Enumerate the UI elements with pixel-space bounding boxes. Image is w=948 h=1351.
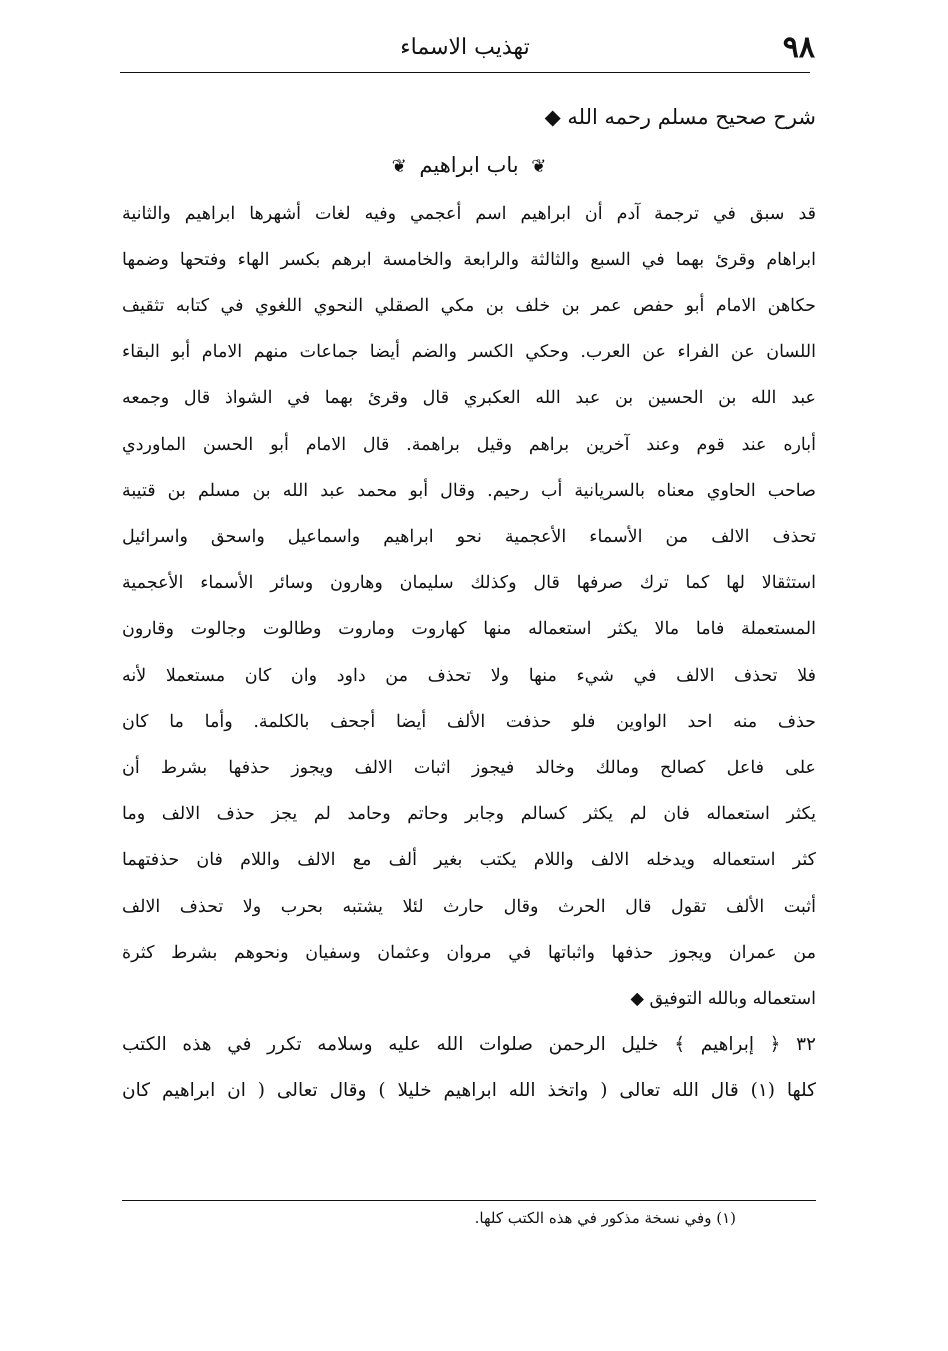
text-line: قد سبق في ترجمة آدم أن ابراهيم اسم أعجمي وفيه لغات أشهرها ابراهيم والثانية bbox=[122, 203, 816, 224]
footnote: (١) وفي نسخة مذكور في هذه الكتب كلها. bbox=[474, 1209, 736, 1227]
text-line: من عمران ويجوز حذفها واثباتها في مروان وعثمان وسفيان ونحوهم بشرط كثرة bbox=[122, 942, 816, 963]
text-line: استثقالا لها كما ترك صرفها قال وكذلك سليمان وهارون وسائر الأسماء الأعجمية bbox=[122, 573, 816, 594]
text-line: صاحب الحاوي معناه بالسريانية أب رحيم. وقال أبو محمد عبد الله بن مسلم بن قتيبة bbox=[122, 480, 816, 501]
text-line: حكاهن الامام أبو حفص عمر بن خلف بن مكي الصقلي النحوي اللغوي في كتابه تثقيف bbox=[122, 295, 816, 316]
entry-line: كلها (١) قال الله تعالى ( واتخذ الله ابراهيم خليلا ) وقال تعالى ( ان ابراهيم كان bbox=[122, 1080, 816, 1102]
running-header bbox=[115, 28, 815, 78]
text-line: أباره عند قوم وعند آخرين براهم وقيل براهمة. قال الامام أبو الحسن الماوردي bbox=[122, 434, 816, 455]
text-line: استعماله وبالله التوفيق ◆ bbox=[630, 988, 816, 1009]
page-number: ٩٨ bbox=[782, 30, 815, 65]
text-line: فلا تحذف الالف في شيء منها ولا تحذف من داود وان كان مستعملا لأنه bbox=[122, 665, 816, 686]
text-line: اللسان عن الفراء عن العرب. وحكي الكسر والضم أيضا جماعات منهم الامام أبو البقاء bbox=[122, 342, 816, 363]
ornament-icon: ❦ bbox=[531, 155, 547, 177]
text-line: ابراهام وقرئ بهما في السبع والثالثة والرابعة والخامسة ابرهم بكسر الهاء وفتحها وضمها bbox=[122, 249, 816, 270]
chapter-title-text: باب ابراهيم bbox=[419, 153, 519, 177]
running-title: تهذيب الاسماء bbox=[400, 35, 530, 60]
entry-line: ٣٢ ﴿ إبراهيم ﴾ خليل الرحمن صلوات الله عليه وسلامه تكرر في هذه الكتب bbox=[122, 1034, 816, 1056]
text-line: يكثر استعماله فان لم يكثر كسالم وجابر وحاتم وحامد لم يجز حذف الالف وما bbox=[122, 804, 816, 825]
body-text bbox=[122, 95, 816, 1115]
text-line: تحذف الالف من الأسماء الأعجمية نحو ابراهيم واسماعيل واسحق واسرائيل bbox=[122, 526, 816, 547]
text-line: عبد الله بن الحسين بن عبد الله العكبري قال وقرئ بهما في الشواذ قال وجمعه bbox=[122, 388, 816, 409]
header-rule bbox=[120, 72, 810, 73]
text-line: على فاعل كصالح ومالك وخالد فيجوز اثبات الالف ويجوز حذفها بشرط أن bbox=[122, 757, 816, 778]
text-line: حذف منه احد الواوين فلو حذفت الألف أيضا أجحف بالكلمة. وأما ما كان bbox=[122, 711, 816, 732]
chapter-title bbox=[122, 145, 816, 187]
footnote-rule bbox=[122, 1200, 816, 1201]
text-line: المستعملة فاما مالا يكثر استعماله منها كهاروت وماروت وطالوت وجالوت وقارون bbox=[122, 619, 816, 640]
intro-line: شرح صحيح مسلم رحمه الله ◆ bbox=[544, 105, 816, 129]
text-line: أثبت الألف تقول قال الحرث وقال حارث لئلا يشتبه بحرب ولا تحذف الالف bbox=[122, 896, 816, 917]
ornament-icon: ❦ bbox=[391, 155, 407, 177]
text-line: كثر استعماله ويدخله الالف واللام يكتب بغير ألف مع الالف واللام فان حذفتهما bbox=[122, 850, 816, 871]
